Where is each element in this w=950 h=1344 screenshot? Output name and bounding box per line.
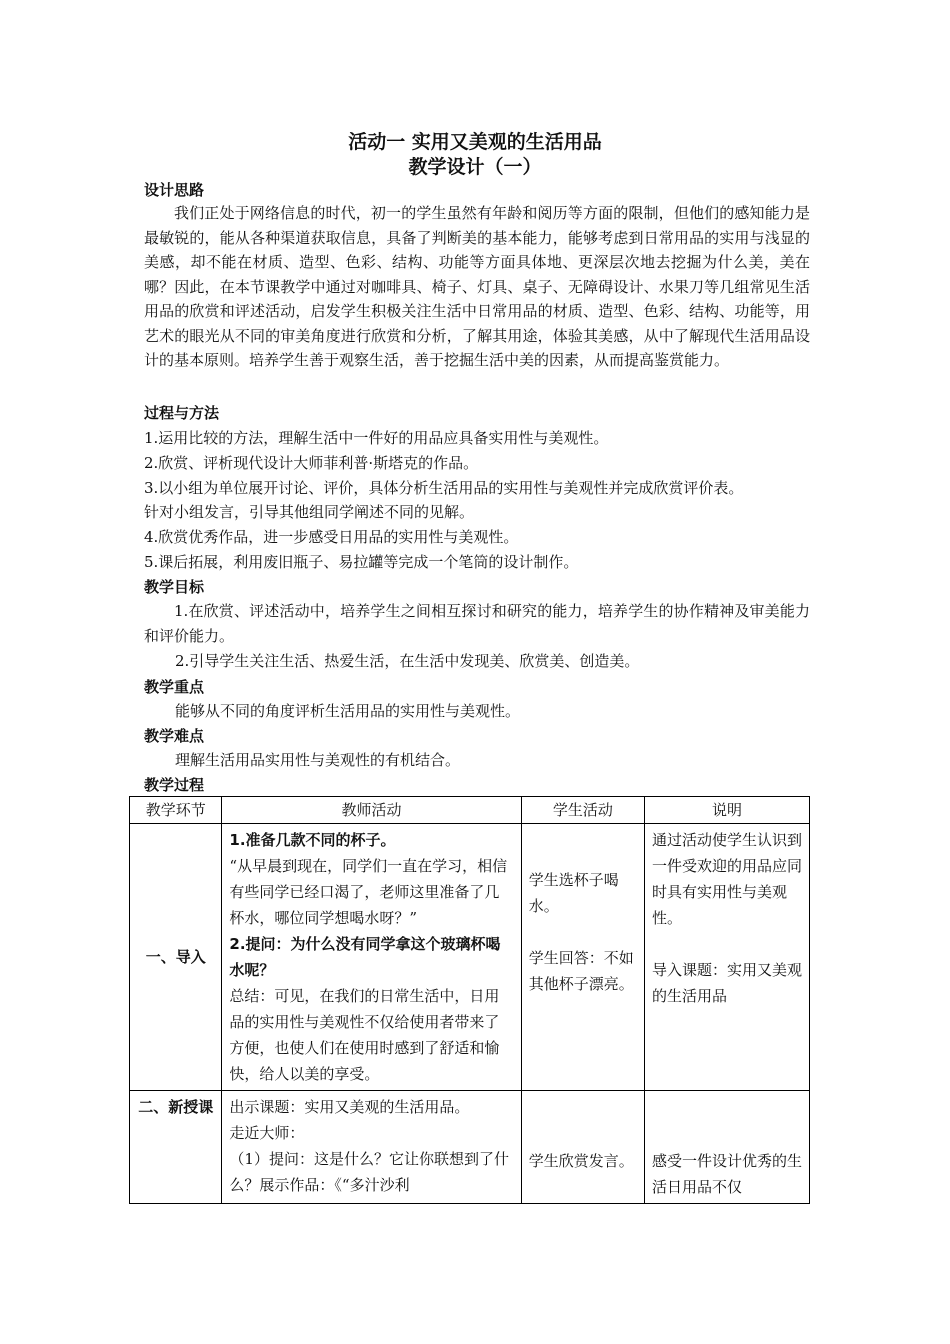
stage-cell [130, 1091, 222, 1204]
header-student: 学生活动 [521, 797, 644, 824]
note: 感受一件设计优秀的生活日用品不仅 [651, 1152, 802, 1196]
note-1: 通过活动使学生认识到一件受欢迎的用品应同时具有实用性与美观性。 [651, 831, 802, 927]
stage-cell [130, 824, 222, 1091]
student-activity-1: 学生选杯子喝水。 [528, 871, 619, 915]
section-heading-key-point: 教学重点 [144, 678, 205, 696]
goal-item-2: 2.引导学生关注生活、热爱生活，在生活中发现美、欣赏美、创造美。 [175, 652, 640, 670]
teacher-summary: 总结：可见，在我们的日常生活中，日用品的实用性与美观性不仅给使用者带来了方便，也使人们在使用时感到了舒适和愉快，给人以美的享受。 [229, 987, 500, 1083]
teacher-line-3: （1）提问：这是什么？它让你联想到了什么？展示作品：《“多汁沙利 [229, 1150, 509, 1194]
difficulty-text: 理解生活用品实用性与美观性的有机结合。 [175, 751, 461, 769]
section-heading-difficulty: 教学难点 [144, 727, 205, 745]
key-point-text: 能够从不同的角度评析生活用品的实用性与美观性。 [175, 702, 521, 720]
table-row [130, 824, 810, 1091]
teacher-step-1: 1.准备几款不同的杯子。 [229, 831, 396, 849]
student-cell [521, 824, 644, 1091]
goal-item-1: 1.在欣赏、评述活动中，培养学生之间相互探讨和研究的能力，培养学生的协作精神及审美能力和评价能力。 [144, 602, 810, 645]
table-row [130, 1091, 810, 1204]
document-subtitle: 教学设计（一） [408, 156, 542, 178]
teacher-line-1: 出示课题：实用又美观的生活用品。 [229, 1098, 470, 1116]
section-heading-procedure: 教学过程 [144, 776, 205, 794]
student-activity-2: 学生回答：不如其他杯子漂亮。 [528, 949, 634, 993]
process-item-1: 1.运用比较的方法，理解生活中一件好的用品应具备实用性与美观性。 [144, 429, 609, 447]
note-cell [644, 824, 809, 1091]
teacher-line-2: 走近大师： [229, 1124, 305, 1142]
note-cell [644, 1091, 809, 1204]
note-2: 导入课题：实用又美观的生活用品 [651, 961, 802, 1005]
teacher-quote: “从早晨到现在，同学们一直在学习，相信有些同学已经口渴了，老师这里准备了几杯水，哪位同学想喝水呀？” [229, 857, 508, 927]
process-item-5: 5.课后拓展，利用废旧瓶子、易拉罐等完成一个笔筒的设计制作。 [144, 553, 579, 571]
process-item-4: 4.欣赏优秀作品，进一步感受日用品的实用性与美观性。 [144, 528, 519, 546]
teacher-cell [222, 824, 521, 1091]
stage-label: 二、新授课 [138, 1098, 214, 1116]
teacher-step-2: 2.提问：为什么没有同学拿这个玻璃杯喝水呢？ [229, 935, 501, 979]
header-stage: 教学环节 [130, 797, 222, 824]
process-item-3-cont: 针对小组发言，引导其他组同学阐述不同的见解。 [144, 503, 475, 521]
table-header-row [130, 797, 810, 824]
section-heading-process-method: 过程与方法 [144, 404, 220, 422]
student-cell [521, 1091, 644, 1204]
procedure-table [129, 796, 810, 1204]
section-heading-design-thinking: 设计思路 [144, 181, 205, 199]
section-heading-goals: 教学目标 [144, 578, 205, 596]
document-title: 活动一 实用又美观的生活用品 [348, 131, 602, 153]
stage-label: 一、导入 [145, 948, 206, 966]
student-activity: 学生欣赏发言。 [528, 1152, 634, 1170]
process-item-3: 3.以小组为单位展开讨论、评价，具体分析生活用品的实用性与美观性并完成欣赏评价表。 [144, 479, 744, 497]
header-note: 说明 [644, 797, 809, 824]
process-item-2: 2.欣赏、评析现代设计大师菲利普·斯塔克的作品。 [144, 454, 479, 472]
teacher-cell [222, 1091, 521, 1204]
header-teacher: 教师活动 [222, 797, 521, 824]
design-thinking-paragraph: 我们正处于网络信息的时代，初一的学生虽然有年龄和阅历等方面的限制，但他们的感知能力是最敏锐的，能从各种渠道获取信息，具备了判断美的基本能力，能够考虑到日常用品的实用与浅显的美感，却不能在材质、造型、色彩、结构、功能等方面具体地、更深层次地去挖掘为什么美，美在哪？因此，在本节课教学中通过对咖啡具、椅子、灯具、桌子、无障碍设计、水果刀等几组常见生活用品的欣赏和评述活动，启发学生积极关注生活中日常用品的材质、造型、色彩、结构、功能等，用艺术的眼光从不同的审美角度进行欣赏和分析，了解其用途，体验其美感，从中了解现代生活用品设计的基本原则。培养学生善于观察生活，善于挖掘生活中美的因素，从而提高鉴赏能力。 [144, 204, 810, 369]
